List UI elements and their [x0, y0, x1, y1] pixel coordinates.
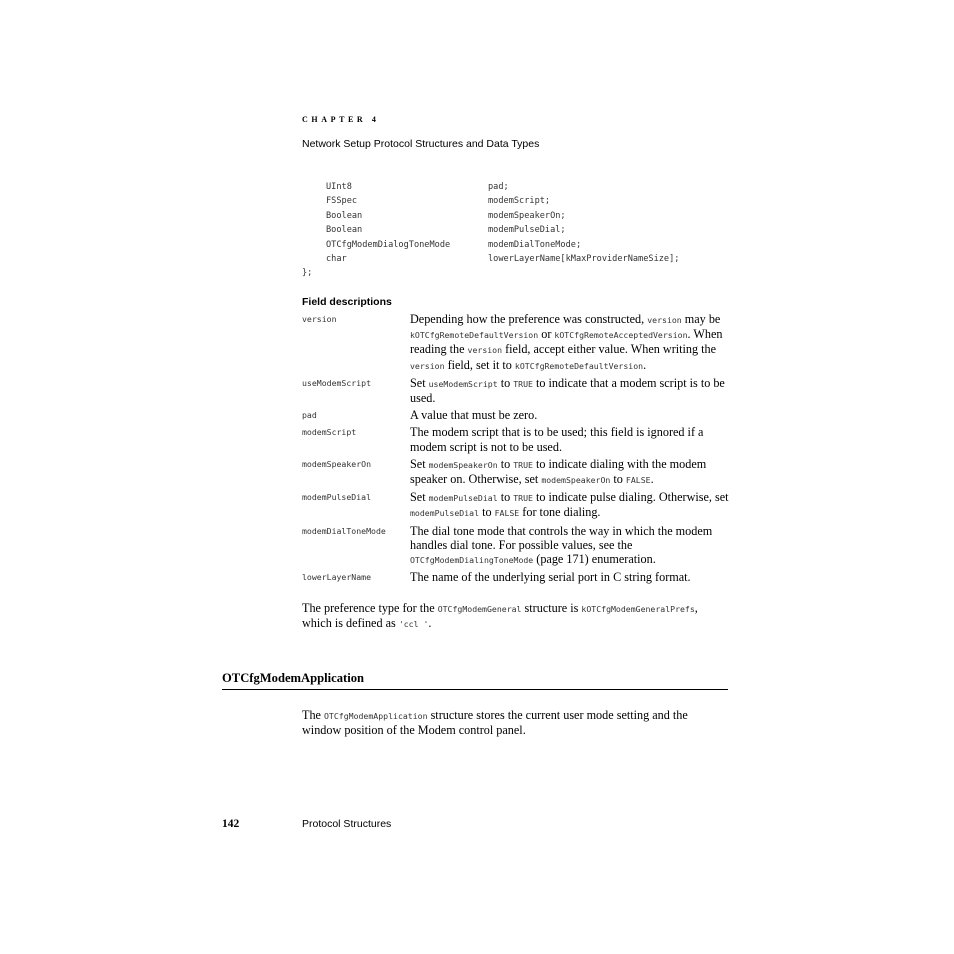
chapter-label: CHAPTER 4	[302, 115, 380, 124]
code-type: Boolean	[326, 210, 363, 221]
inline-code: kOTCfgRemoteAcceptedVersion	[554, 330, 688, 341]
inline-code: kOTCfgRemoteDefaultVersion	[410, 330, 539, 341]
field-descriptions-heading: Field descriptions	[302, 296, 392, 308]
field-text	[410, 408, 730, 422]
field-text	[410, 312, 730, 373]
text-run: Set	[410, 375, 429, 390]
text-run: field, accept either value. When writing the	[502, 342, 717, 357]
field-text	[410, 425, 730, 453]
text-run: field, set it to	[444, 357, 515, 372]
field-text	[410, 376, 730, 405]
field-name: modemSpeakerOn	[302, 458, 372, 469]
inline-code: version	[647, 315, 682, 325]
text-run: structure stores the current user mode setting and the window position of the Modem control panel.	[302, 708, 688, 738]
field-description	[302, 490, 730, 520]
page-number: 142	[222, 818, 240, 830]
field-description	[302, 457, 730, 487]
inline-code: kOTCfgModemGeneralPrefs	[581, 604, 695, 614]
text-run: . When reading the	[410, 327, 723, 357]
code-member: modemDialToneMode;	[488, 239, 582, 250]
inline-code: version	[467, 345, 503, 356]
code-type: Boolean	[326, 225, 363, 236]
inline-code: modemSpeakerOn	[541, 475, 611, 486]
inline-code: TRUE	[513, 378, 533, 389]
text-run: Depending how the preference was constructed,	[410, 312, 648, 326]
text-run: to indicate pulse dialing. Otherwise, set	[532, 490, 729, 505]
field-name: lowerLayerName	[302, 572, 372, 583]
text-run: The modem script that is to be used; this field is ignored if a modem script is not to be used.	[410, 425, 704, 454]
text-run: .	[643, 357, 647, 372]
text-run: or	[538, 327, 555, 342]
inline-code: kOTCfgRemoteDefaultVersion	[514, 360, 644, 371]
code-member: modemSpeakerOn;	[488, 210, 566, 221]
field-description	[302, 570, 730, 584]
text-run: The	[302, 708, 324, 722]
text-run: A value that must be zero.	[410, 408, 538, 423]
text-run: The dial tone mode that controls the way in which the modem handles dial tone. For possible values, see the	[410, 523, 713, 552]
field-descriptions-list	[302, 312, 730, 587]
section-heading: OTCfgModemApplication	[222, 671, 365, 685]
inline-code: modemPulseDial	[428, 493, 498, 504]
inline-code: modemSpeakerOn	[428, 459, 498, 470]
text-run: (page 171) enumeration.	[533, 552, 656, 567]
field-name: modemDialToneMode	[302, 525, 386, 536]
section-rule	[222, 689, 728, 690]
inline-code: TRUE	[513, 459, 533, 470]
text-run: , which is defined as	[302, 601, 698, 631]
inline-code: FALSE	[625, 475, 651, 486]
footer-title: Protocol Structures	[302, 818, 392, 830]
text-run: to indicate that a modem script is to be used.	[410, 375, 725, 406]
text-run: Set	[410, 456, 429, 471]
code-type: char	[326, 253, 347, 264]
field-text	[410, 490, 730, 520]
text-run: may be	[681, 312, 721, 326]
inline-code: OTCfgModemApplication	[324, 711, 428, 721]
text-run: to	[497, 456, 514, 471]
inline-code: 'ccl '	[398, 619, 429, 630]
text-run: to	[497, 490, 514, 505]
code-member: modemScript;	[488, 196, 551, 207]
text-run: to indicate dialing with the modem speaker on. Otherwise, set	[410, 456, 707, 487]
inline-code: useModemScript	[428, 378, 498, 389]
field-text	[410, 570, 730, 584]
field-name: version	[302, 314, 337, 324]
text-run: The name of the underlying serial port in C string format.	[410, 570, 691, 585]
inline-code: OTCfgModemDialingToneMode	[410, 555, 534, 566]
text-run: for tone dialing.	[519, 505, 601, 520]
running-title: Network Setup Protocol Structures and Data Types	[302, 138, 540, 150]
text-run: structure is	[521, 601, 582, 615]
text-run: .	[428, 616, 432, 631]
field-text	[410, 457, 730, 487]
text-run: to	[610, 472, 626, 487]
inline-code: TRUE	[513, 493, 533, 504]
text-run: to	[479, 505, 495, 520]
inline-code: OTCfgModemGeneral	[437, 604, 522, 614]
field-description	[302, 312, 730, 373]
code-member: modemPulseDial;	[488, 225, 566, 236]
text-run: The preference type for the	[302, 601, 438, 615]
code-type: UInt8	[326, 182, 352, 192]
text-run: Set	[410, 490, 429, 505]
inline-code: FALSE	[494, 508, 520, 519]
inline-code: modemPulseDial	[410, 508, 480, 519]
code-member: pad;	[488, 182, 509, 192]
field-description	[302, 376, 730, 405]
text-run: to	[497, 375, 514, 390]
code-close: };	[302, 268, 313, 279]
section-paragraph	[302, 708, 730, 737]
inline-code: version	[410, 360, 445, 371]
code-type: OTCfgModemDialogToneMode	[326, 239, 451, 250]
field-description	[302, 425, 730, 453]
field-name: modemScript	[302, 427, 357, 438]
field-description	[302, 524, 730, 568]
code-member: lowerLayerName[kMaxProviderNameSize];	[488, 253, 680, 264]
field-text	[410, 524, 730, 568]
field-description	[302, 408, 730, 422]
preference-type-paragraph	[302, 601, 730, 631]
text-run: .	[650, 472, 654, 487]
field-name: pad	[302, 410, 317, 421]
code-type: FSSpec	[326, 196, 358, 207]
field-name: useModemScript	[302, 377, 372, 388]
field-name: modemPulseDial	[302, 492, 372, 503]
